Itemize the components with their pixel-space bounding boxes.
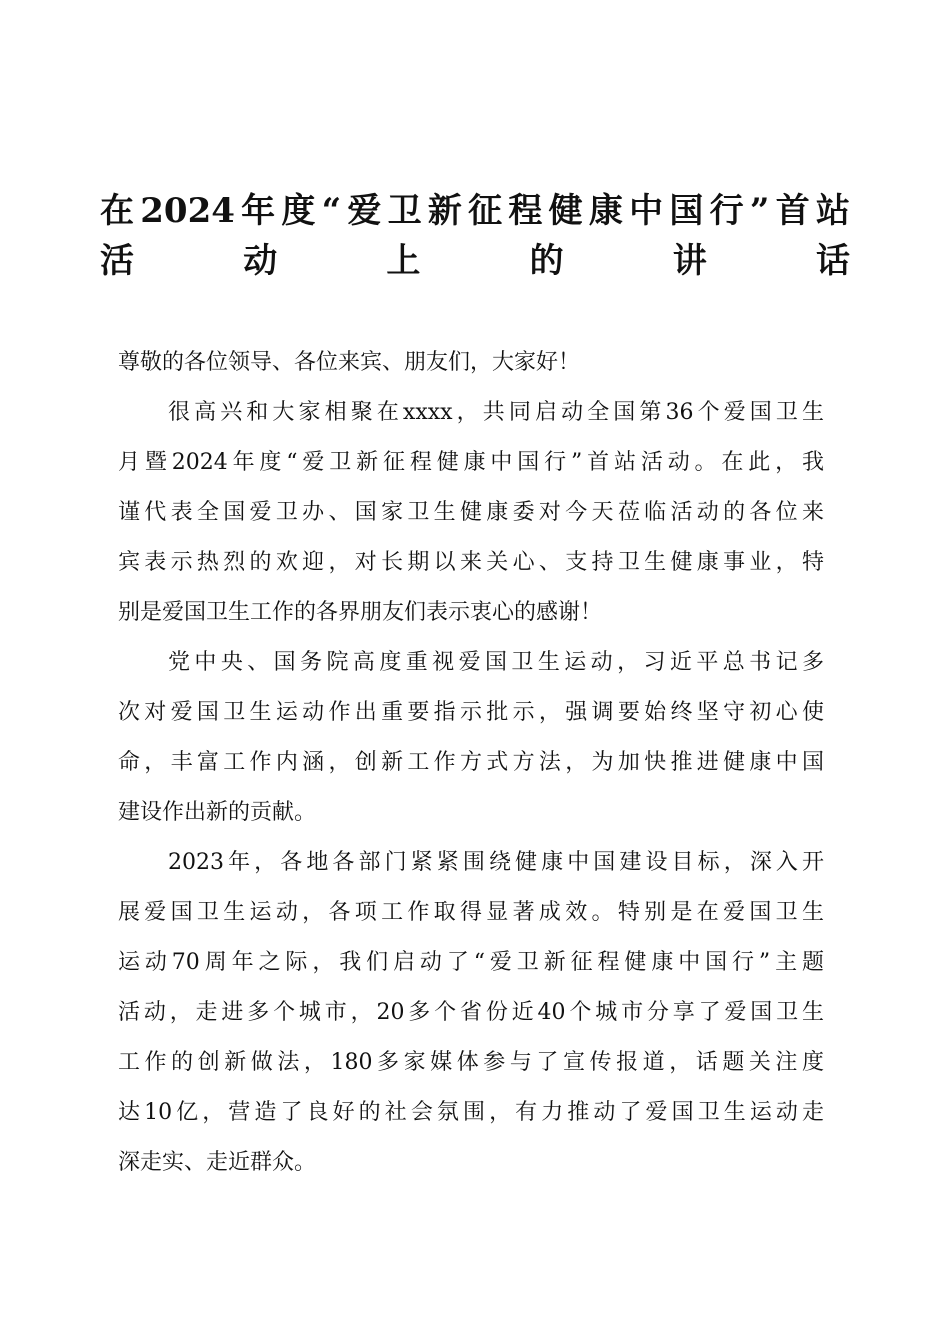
paragraph-line: 月暨2024年度“爱卫新征程健康中国行”首站活动。在此，我 [118, 450, 824, 475]
paragraph-line: 党中央、国务院高度重视爱国卫生运动，习近平总书记多 [168, 650, 824, 675]
paragraph-line: 达10亿，营造了良好的社会氛围，有力推动了爱国卫生运动走 [118, 1100, 824, 1125]
speech-body [118, 338, 824, 1188]
speech-title [100, 186, 850, 286]
paragraph-line: 次对爱国卫生运动作出重要指示批示，强调要始终坚守初心使 [118, 700, 824, 725]
paragraph-line: 很高兴和大家相聚在xxxx，共同启动全国第36个爱国卫生 [168, 400, 824, 425]
paragraph-welcome [118, 388, 824, 638]
paragraph-line: 活动，走进多个城市，20多个省份近40个城市分享了爱国卫生 [118, 1000, 824, 1025]
paragraph-line: 建设作出新的贡献。 [118, 800, 317, 825]
title-line-2: 活动上的讲话 [100, 241, 850, 281]
paragraph-line: 别是爱国卫生工作的各界朋友们表示衷心的感谢！ [118, 600, 603, 625]
title-line-1: 在2024年度“爱卫新征程健康中国行”首站 [100, 191, 850, 231]
paragraph-central-committee [118, 638, 824, 838]
salutation-line: 尊敬的各位领导、各位来宾、朋友们，大家好！ [118, 350, 581, 375]
paragraph-line: 谨代表全国爱卫办、国家卫生健康委对今天莅临活动的各位来 [118, 500, 824, 525]
paragraph-line: 2023年，各地各部门紧紧围绕健康中国建设目标，深入开 [168, 850, 824, 875]
salutation [118, 338, 824, 388]
paragraph-line: 宾表示热烈的欢迎，对长期以来关心、支持卫生健康事业，特 [118, 550, 824, 575]
paragraph-line: 命，丰富工作内涵，创新工作方式方法，为加快推进健康中国 [118, 750, 824, 775]
paragraph-line: 展爱国卫生运动，各项工作取得显著成效。特别是在爱国卫生 [118, 900, 824, 925]
paragraph-line: 深走实、走近群众。 [118, 1150, 317, 1175]
paragraph-2023-review [118, 838, 824, 1188]
paragraph-line: 工作的创新做法，180多家媒体参与了宣传报道，话题关注度 [118, 1050, 824, 1075]
paragraph-line: 运动70周年之际，我们启动了“爱卫新征程健康中国行”主题 [118, 950, 824, 975]
